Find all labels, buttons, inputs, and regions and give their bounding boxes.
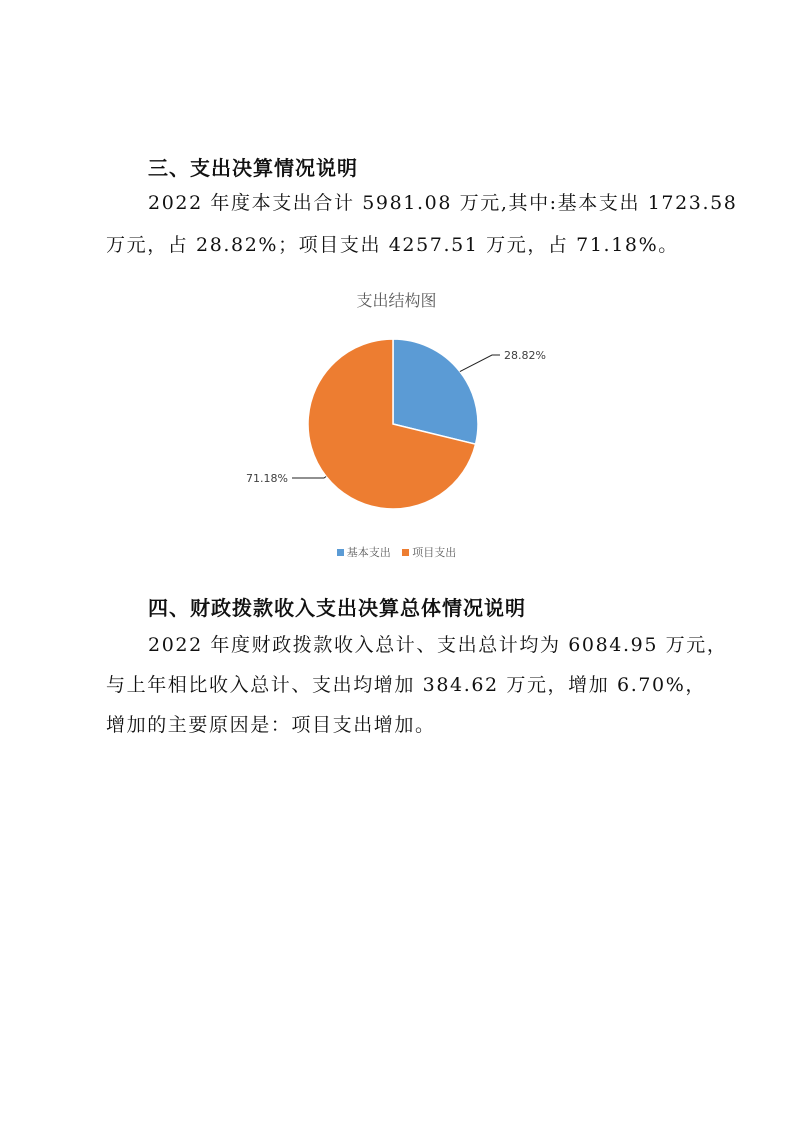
section-4-heading: 四、财政拨款收入支出决算总体情况说明 xyxy=(148,596,526,620)
legend-label-project: 项目支出 xyxy=(412,546,457,559)
section-4-paragraph-line-2: 与上年相比收入总计、支出均增加 384.62 万元，增加 6.70%， xyxy=(106,674,706,696)
pie-label-project: 71.18% xyxy=(246,472,288,485)
chart-title: 支出结构图 xyxy=(356,291,437,310)
legend-swatch-basic xyxy=(337,549,344,556)
pie-label-basic: 28.82% xyxy=(504,349,546,362)
section-4-paragraph-line-3: 增加的主要原因是：项目支出增加。 xyxy=(106,714,436,736)
legend-swatch-project xyxy=(402,549,409,556)
legend-label-basic: 基本支出 xyxy=(346,546,391,559)
section-4-paragraph-line-1: 2022 年度财政拨款收入总计、支出总计均为 6084.95 万元， xyxy=(148,634,728,656)
legend-item-project xyxy=(402,544,456,560)
section-3-paragraph-line-1: 2022 年度本支出合计 5981.08 万元,其中:基本支出 1723.58 xyxy=(148,192,738,214)
chart-legend xyxy=(0,544,793,560)
pie-leader-project xyxy=(292,476,326,478)
section-3-paragraph-line-2: 万元，占 28.82%；项目支出 4257.51 万元，占 71.18%。 xyxy=(106,234,679,256)
section-3-heading: 三、支出决算情况说明 xyxy=(148,156,358,180)
pie-leader-basic xyxy=(460,355,500,372)
legend-item-basic xyxy=(337,544,391,560)
